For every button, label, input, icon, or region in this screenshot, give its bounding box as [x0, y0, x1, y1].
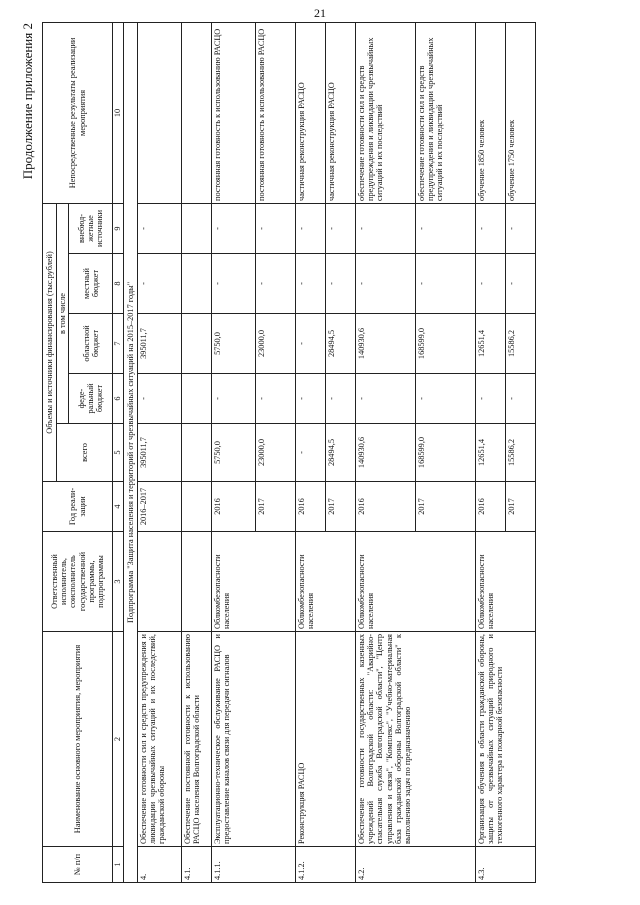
row-federal: -	[211, 374, 255, 424]
row-local: -	[505, 254, 535, 314]
header-federal: феде-ральный бюджет	[69, 374, 113, 424]
header-name: Наименование основного мероприятия, мероприятия	[43, 632, 113, 847]
col-number: 4	[113, 482, 123, 532]
row-federal: -	[505, 374, 535, 424]
row-total: 12651,4	[475, 424, 505, 482]
row-federal: -	[475, 374, 505, 424]
row-extra: -	[295, 203, 325, 253]
row-local: -	[415, 254, 475, 314]
row-executor	[181, 532, 211, 632]
row-extra	[181, 203, 211, 253]
header-regional: областной бюджет	[69, 314, 113, 374]
table-row	[211, 22, 255, 882]
col-number: 8	[113, 254, 123, 314]
row-num: 4.1.	[181, 847, 211, 883]
col-number: 5	[113, 424, 123, 482]
row-name: Обеспечение постоянной готовности к использованию РАСЦО населения Волгоградской области	[181, 632, 211, 847]
column-numbers-row	[113, 22, 123, 882]
header-including: в том числе	[57, 203, 69, 423]
row-total: 395011,7	[137, 424, 181, 482]
row-extra: -	[137, 203, 181, 253]
row-total	[181, 424, 211, 482]
row-result: постоянная готовность к использованию РАСЦО	[255, 22, 295, 203]
row-name: Организация обучения в области гражданской обороны, защиты от чрезвычайных ситуаций природного и техногенного характера и пожарной безопасности	[475, 632, 535, 847]
row-regional: 5750,0	[211, 314, 255, 374]
row-extra: -	[325, 203, 355, 253]
row-year: 2017	[325, 482, 355, 532]
row-extra: -	[415, 203, 475, 253]
header-year: Год реали-зации	[43, 482, 113, 532]
row-extra: -	[255, 203, 295, 253]
row-year: 2017	[505, 482, 535, 532]
header-executor: Ответственный исполнитель, соисполнитель государственной программы, подпрограммы	[43, 532, 113, 632]
row-year: 2016	[475, 482, 505, 532]
table-row	[295, 22, 325, 882]
table-row	[181, 22, 211, 882]
row-federal: -	[137, 374, 181, 424]
col-number: 2	[113, 632, 123, 847]
row-federal: -	[255, 374, 295, 424]
col-number: 1	[113, 847, 123, 883]
row-federal: -	[295, 374, 325, 424]
row-name: Реконструкция РАСЦО	[295, 632, 355, 847]
page-number: 21	[314, 6, 326, 20]
row-local: -	[137, 254, 181, 314]
financing-table	[42, 22, 536, 883]
row-year: 2016	[295, 482, 325, 532]
row-local	[181, 254, 211, 314]
row-executor: Облкомбезопасности населения	[211, 532, 295, 632]
row-result: обеспечение готовности сил и средств предупреждения и ликвидации чрезвычайных ситуаций и их последствий	[415, 22, 475, 203]
row-federal: -	[355, 374, 415, 424]
col-number: 3	[113, 532, 123, 632]
appendix-caption: Продолжение приложения 2	[20, 23, 35, 180]
row-result: обучение 1750 человек	[505, 22, 535, 203]
header-num: № п/п	[43, 847, 113, 883]
row-num: 4.1.1.	[211, 847, 295, 883]
col-number: 6	[113, 374, 123, 424]
row-total: 23000,0	[255, 424, 295, 482]
row-year: 2017	[255, 482, 295, 532]
row-executor	[137, 532, 181, 632]
rotated-page	[20, 13, 620, 893]
header-results: Непосредственные результаты реализации мероприятия	[43, 22, 113, 203]
col-number: 10	[113, 22, 123, 203]
row-local: -	[255, 254, 295, 314]
row-num: 4.3.	[475, 847, 535, 883]
row-result: обеспечение готовности сил и средств предупреждения и ликвидации чрезвычайных ситуаций и их последствий	[355, 22, 415, 203]
row-regional: -	[295, 314, 325, 374]
row-total: -	[295, 424, 325, 482]
row-executor: Облкомбезопасности населения	[295, 532, 355, 632]
row-executor: Облкомбезопасности населения	[475, 532, 535, 632]
row-extra: -	[475, 203, 505, 253]
col-number: 7	[113, 314, 123, 374]
row-result: обучение 1850 человек	[475, 22, 505, 203]
table-row	[475, 22, 505, 882]
row-result	[137, 22, 181, 203]
table-row	[137, 22, 181, 882]
row-regional: 168599,0	[415, 314, 475, 374]
row-regional: 28494,5	[325, 314, 355, 374]
row-local: -	[325, 254, 355, 314]
row-year: 2016	[355, 482, 415, 532]
row-result: частичная реконструкция РАСЦО	[325, 22, 355, 203]
row-federal: -	[415, 374, 475, 424]
row-extra: -	[211, 203, 255, 253]
row-local: -	[475, 254, 505, 314]
row-name: Эксплуатационно-техническое обслуживание РАСЦО и предоставление каналов связи для передачи сигналов	[211, 632, 295, 847]
row-total: 28494,5	[325, 424, 355, 482]
row-regional	[181, 314, 211, 374]
row-federal: -	[325, 374, 355, 424]
col-number: 9	[113, 203, 123, 253]
row-num: 4.2.	[355, 847, 475, 883]
subprogram-title: Подпрограмма "Защита населения и территорий от чрезвычайных ситуаций на 2015–2017 годы"	[123, 22, 137, 882]
row-regional: 23000,0	[255, 314, 295, 374]
row-num: 4.1.2.	[295, 847, 355, 883]
row-year: 2016–2017	[137, 482, 181, 532]
row-year: 2017	[415, 482, 475, 532]
row-executor: Облкомбезопасности населения	[355, 532, 475, 632]
row-regional: 395011,7	[137, 314, 181, 374]
row-result: частичная реконструкция РАСЦО	[295, 22, 325, 203]
row-local: -	[211, 254, 255, 314]
row-regional: 140930,6	[355, 314, 415, 374]
row-name: Обеспечение готовности сил и средств предупреждения и ликвидации чрезвычайных ситуаций и их последствий, гражданской обороны	[137, 632, 181, 847]
row-total: 5750,0	[211, 424, 255, 482]
row-regional: 12651,4	[475, 314, 505, 374]
row-local: -	[295, 254, 325, 314]
header-volumes: Объемы и источники финансирования (тыс.рублей)	[43, 203, 57, 481]
header-local: местный бюджет	[69, 254, 113, 314]
row-local: -	[355, 254, 415, 314]
row-extra: -	[355, 203, 415, 253]
row-total: 140930,6	[355, 424, 415, 482]
header-total: всего	[57, 424, 113, 482]
row-year	[181, 482, 211, 532]
header-extra: внебюд-жетные источники	[69, 203, 113, 253]
row-result	[181, 22, 211, 203]
row-year: 2016	[211, 482, 255, 532]
row-federal	[181, 374, 211, 424]
row-regional: 15586,2	[505, 314, 535, 374]
row-extra: -	[505, 203, 535, 253]
row-num: 4.	[137, 847, 181, 883]
row-total: 168599,0	[415, 424, 475, 482]
row-name: Обеспечение готовности государственных казенных учреждений Волгоградской области: "Аварийно-спасательная служба Волгоградской области", "Центр управления и связи", "Комплекс", "Учебно-материальная база гражданской обороны Волгоградской области" к выполнению задач по предназначению	[355, 632, 475, 847]
row-result: постоянная готовность к использованию РАСЦО	[211, 22, 255, 203]
table-row	[355, 22, 415, 882]
row-total: 15586,2	[505, 424, 535, 482]
